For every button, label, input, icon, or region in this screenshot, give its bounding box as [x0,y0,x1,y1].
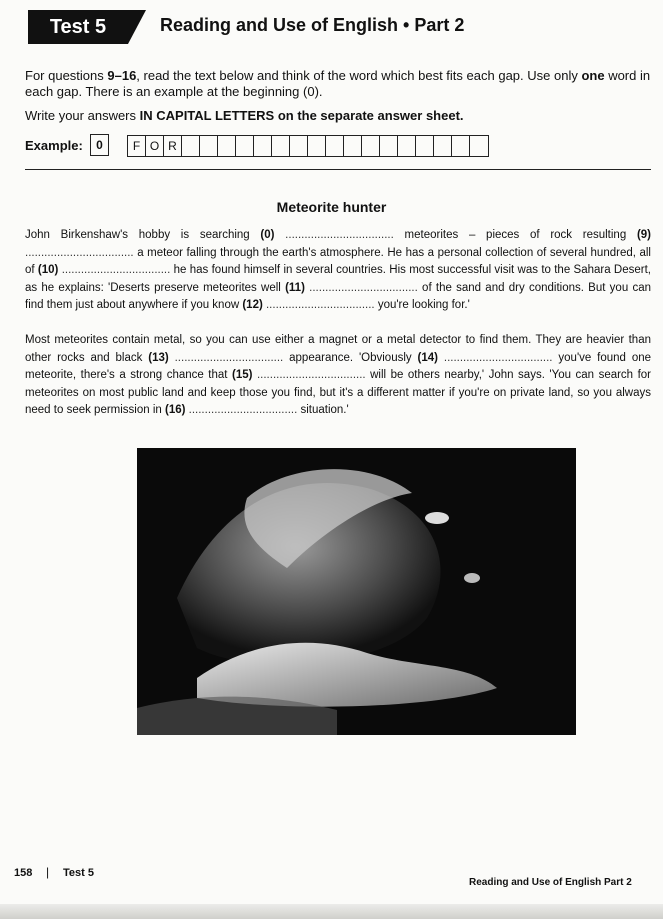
article-text: a meteor falling through the earth's atmosphere. He has a personal collection of several hundred, all of [25,246,651,276]
gap-number: (14) [417,351,438,364]
gap-number: (13) [148,351,169,364]
example-letter-box [290,136,308,156]
page-title: Reading and Use of English • Part 2 [160,15,465,35]
example-letter-box [236,136,254,156]
example-letter-box [434,136,452,156]
example-letter-box [344,136,362,156]
gap-number: (12) [242,299,263,311]
example-letter-box [362,136,380,156]
article-text: meteorites – pieces of rock resulting [393,229,637,241]
example-number-box: 0 [90,134,109,156]
example-letter-box [308,136,326,156]
gap-dots: .................................. [274,229,394,241]
gap-dots: .................................. [437,351,553,364]
example-letter-box [200,136,218,156]
article-text: of the sand and dry conditions. But you can find them just about anywhere if you know [25,281,652,311]
example-letter-box [218,136,236,156]
example-letter-box: O [146,136,164,156]
article-text: Most meteorites contain metal, so you can use either a magnet or a metal detector to find them. They are heavier than other rocks and black [25,334,651,364]
gap-dots: .................................. [58,264,171,276]
gap-dots: .................................. [25,246,134,259]
instructions-para-2: Write your answers IN CAPITAL LETTERS on the separate answer sheet. [25,108,464,123]
gap-number: (11) [285,281,305,294]
article-paragraph-2 [25,332,651,420]
example-letter-box: R [164,136,182,156]
gap-number: (10) [37,264,59,276]
test-tab-label: Test 5 [49,16,107,38]
article-text: you're looking for.' [374,299,470,311]
example-letter-box [272,136,290,156]
example-letter-box [380,136,398,156]
article-text: you've found one meteorite, there's a strong chance that [25,351,652,381]
article-text: appearance. 'Obviously [283,351,418,364]
gap-number: (16) [165,404,186,416]
gap-number: (0) [260,229,275,241]
article-text: situation.' [297,404,349,416]
gap-number: (15) [232,369,253,381]
page-number: 158 [14,867,33,879]
example-letter-box: F [128,136,146,156]
footer-section-label: Reading and Use of English Part 2 [469,877,632,888]
article-text: John Birkenshaw's hobby is searching [25,229,261,241]
divider [25,169,651,170]
footer-separator: | [46,865,50,879]
example-letter-box [416,136,434,156]
gap-number: (9) [636,229,651,241]
gap-dots: .................................. [185,404,298,416]
meteorite-photo [137,448,576,735]
example-letter-box [398,136,416,156]
article-text: will be others nearby,' John says. 'You can search for meteorites on most public land and keep those you find, but it's a different matter if you're on private land, so you always need to seek permission in [25,369,652,416]
gap-dots: .................................. [252,369,366,381]
footer-test-label: Test 5 [63,867,94,879]
gap-dots: .................................. [168,351,284,364]
article-text: he has found himself in several countries. His most successful visit was to the Sahara Desert, as he explains: 'Deserts preserve meteorites well [25,264,651,294]
example-answer-boxes [127,135,489,157]
example-label: Example: [25,138,83,153]
gap-dots: .................................. [304,281,418,294]
article-paragraph-1 [25,227,651,315]
scan-edge [0,904,663,919]
example-letter-box [470,136,488,156]
example-letter-box [452,136,470,156]
gap-dots: .................................. [262,299,375,311]
example-letter-box [254,136,272,156]
article-title: Meteorite hunter [276,199,387,215]
example-letter-box [182,136,200,156]
example-letter-box [326,136,344,156]
instructions-para-1: For questions 9–16, read the text below and think of the word which best fits each gap. Use only one word in each gap. There is an example at the beginning (0). [25,68,651,99]
